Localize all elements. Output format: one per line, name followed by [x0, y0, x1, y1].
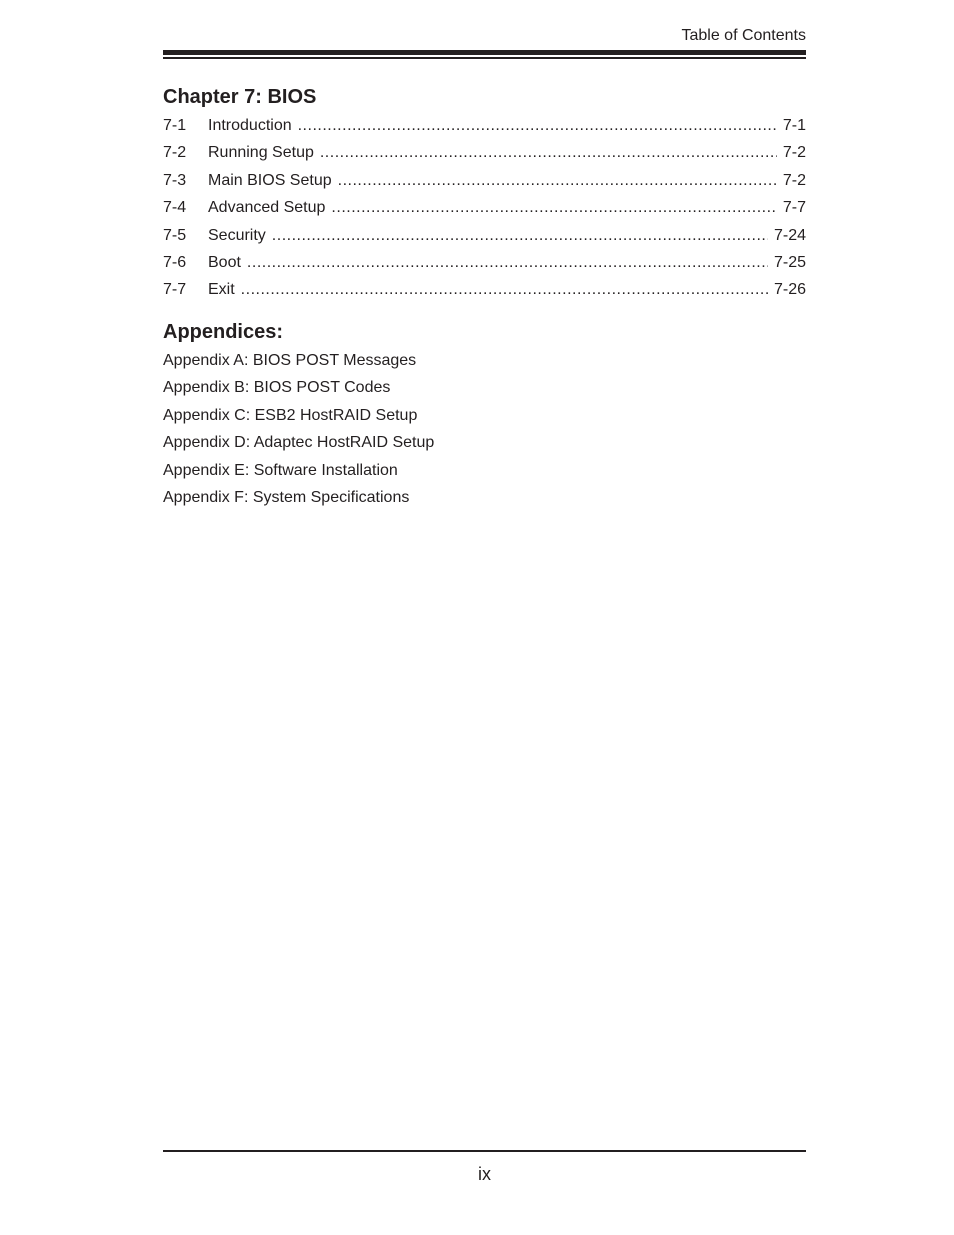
- toc-entry-number: 7-7: [163, 281, 187, 299]
- page-number: ix: [478, 1164, 491, 1184]
- toc-entry-exit[interactable]: [163, 278, 806, 305]
- toc-list: [163, 114, 806, 306]
- toc-entry-number: 7-1: [163, 117, 187, 134]
- toc-entry-page: 7-1: [782, 117, 806, 134]
- dot-leader: [338, 169, 777, 193]
- appendix-item-d[interactable]: Appendix D: Adaptec HostRAID Setup: [163, 434, 435, 452]
- toc-entry-page: 7-2: [782, 144, 806, 162]
- toc-entry-security[interactable]: [163, 224, 806, 251]
- toc-entry-number: 7-4: [163, 199, 187, 217]
- toc-entry-main-bios-setup[interactable]: [163, 169, 806, 196]
- toc-entry-number: 7-6: [163, 253, 187, 271]
- header-rule-thin: [163, 57, 806, 59]
- toc-entry-number: 7-5: [163, 226, 187, 244]
- dot-leader: [320, 141, 777, 165]
- dot-leader: [272, 224, 768, 248]
- dot-leader: [241, 278, 768, 302]
- footer-rule: [163, 1150, 806, 1152]
- toc-entry-page: 7-7: [782, 199, 806, 217]
- toc-entry-title: Advanced Setup: [208, 199, 326, 217]
- toc-entry-page: 7-2: [782, 171, 806, 189]
- dot-leader: [298, 114, 777, 138]
- toc-entry-title: Introduction: [208, 117, 292, 134]
- running-header: Table of Contents: [681, 27, 806, 44]
- header-rule-thick: [163, 50, 806, 55]
- chapter-heading: Chapter 7: BIOS: [163, 86, 317, 108]
- appendix-item-f[interactable]: Appendix F: System Specifications: [163, 488, 410, 506]
- toc-entry-title: Running Setup: [208, 144, 314, 162]
- appendix-item-b[interactable]: Appendix B: BIOS POST Codes: [163, 379, 391, 397]
- toc-entry-title: Boot: [208, 253, 241, 271]
- toc-entry-title: Main BIOS Setup: [208, 171, 332, 189]
- toc-entry-title: Exit: [208, 281, 235, 299]
- dot-leader: [247, 251, 768, 275]
- appendix-item-a[interactable]: Appendix A: BIOS POST Messages: [163, 352, 417, 369]
- toc-entry-introduction[interactable]: [163, 114, 806, 141]
- toc-entry-number: 7-2: [163, 144, 187, 162]
- appendix-list: [163, 349, 434, 513]
- appendix-item-e[interactable]: Appendix E: Software Installation: [163, 461, 398, 479]
- toc-entry-boot[interactable]: [163, 251, 806, 278]
- dot-leader: [331, 196, 776, 220]
- toc-entry-page: 7-26: [773, 281, 806, 299]
- appendices-heading: Appendices:: [163, 321, 284, 343]
- toc-entry-page: 7-25: [773, 253, 806, 271]
- toc-entry-number: 7-3: [163, 171, 187, 189]
- toc-entry-page: 7-24: [773, 226, 806, 244]
- appendix-item-c[interactable]: Appendix C: ESB2 HostRAID Setup: [163, 406, 418, 424]
- toc-entry-title: Security: [208, 226, 266, 244]
- toc-entry-running-setup[interactable]: [163, 141, 806, 168]
- toc-entry-advanced-setup[interactable]: [163, 196, 806, 223]
